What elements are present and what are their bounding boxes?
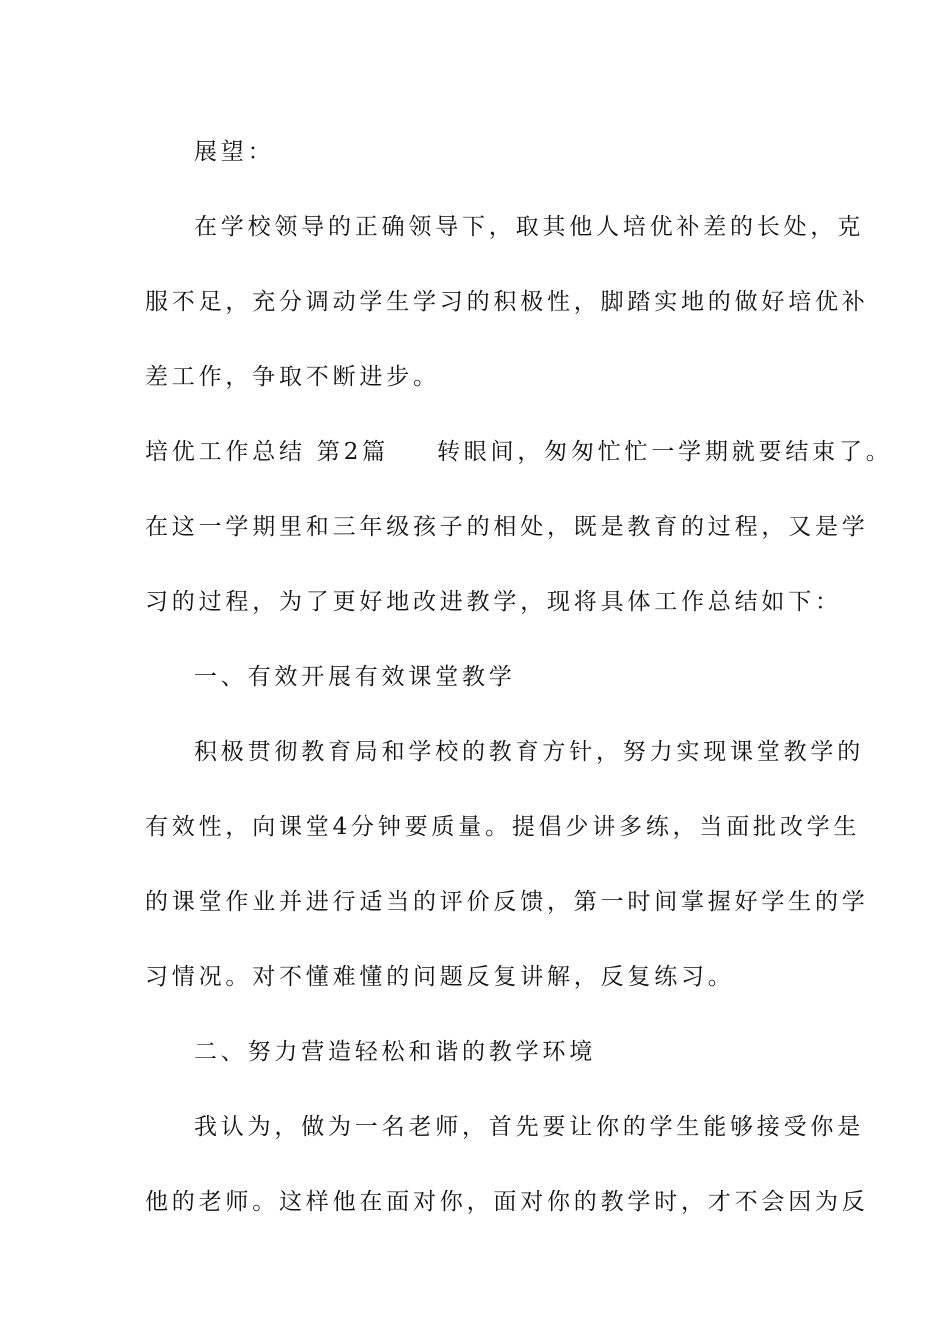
subheading-1: 一、有效开展有效课堂教学 <box>194 664 516 690</box>
paragraph-line: 的课堂作业并进行适当的评价反馈，第一时间掌握好学生的学 <box>145 889 869 915</box>
paragraph-line: 服不足，充分调动学生学习的积极性，脚踏实地的做好培优补 <box>145 289 869 315</box>
section-title: 培优工作总结 第2篇 <box>145 439 389 465</box>
subheading-2: 二、努力营造轻松和谐的教学环境 <box>194 1039 596 1065</box>
paragraph-line: 转眼间，匆匆忙忙一学期就要结束了。 <box>436 439 893 465</box>
paragraph-line: 在这一学期里和三年级孩子的相处，既是教育的过程，又是学 <box>145 514 869 540</box>
section-title-line <box>145 437 893 467</box>
paragraph-line: 习情况。对不懂难懂的问题反复讲解，反复练习。 <box>145 964 735 990</box>
paragraph-line: 我认为，做为一名老师，首先要让你的学生能够接受你是 <box>194 1114 864 1140</box>
paragraph-line: 他的老师。这样他在面对你，面对你的教学时，才不会因为反 <box>145 1189 869 1215</box>
paragraph-line: 差工作，争取不断进步。 <box>145 364 440 390</box>
paragraph-line: 在学校领导的正确领导下，取其他人培优补差的长处，克 <box>194 214 864 240</box>
paragraph-line: 习的过程，为了更好地改进教学，现将具体工作总结如下： <box>145 589 842 615</box>
outlook-heading: 展望： <box>194 139 275 165</box>
paragraph-line: 积极贯彻教育局和学校的教育方针，努力实现课堂教学的 <box>194 739 864 765</box>
paragraph-line: 有效性，向课堂4分钟要质量。提倡少讲多练，当面批改学生 <box>145 814 861 840</box>
